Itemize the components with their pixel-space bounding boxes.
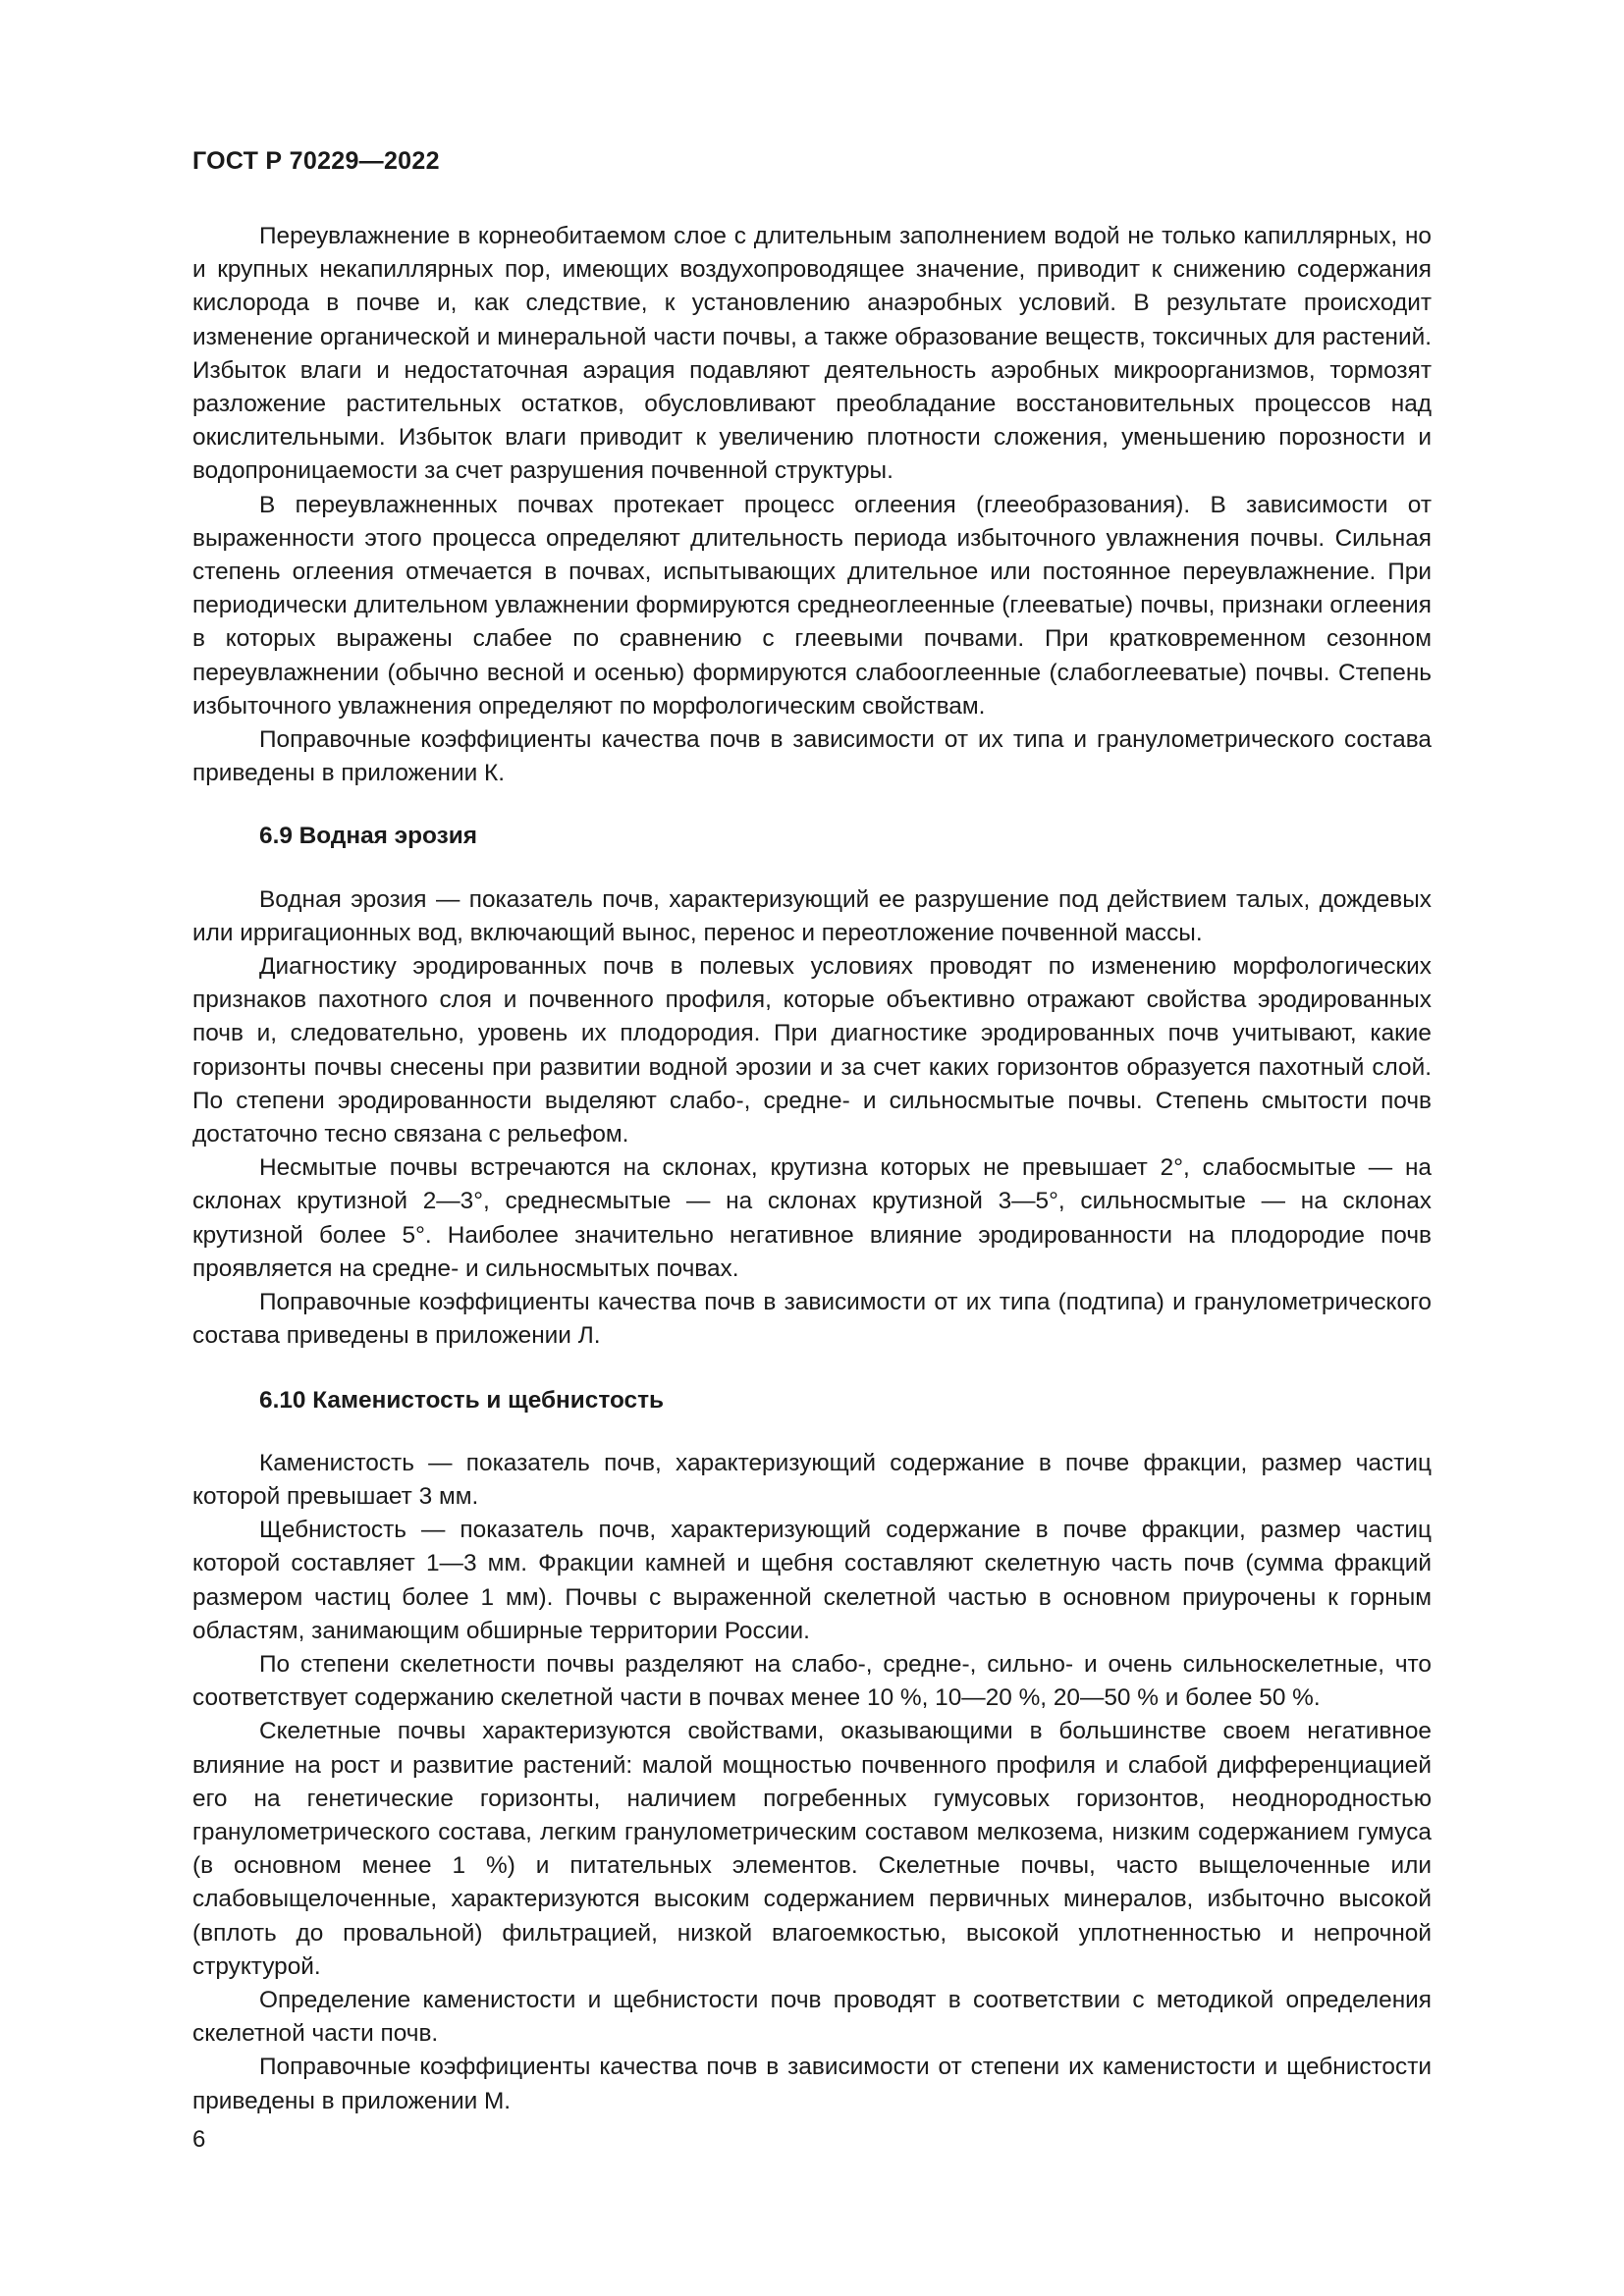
paragraph: Определение каменистости и щебнистости почв проводят в соответствии с методикой определения скелетной части почв.: [192, 1986, 1432, 2048]
page-number: 6: [192, 2126, 206, 2153]
paragraph: Скелетные почвы характеризуются свойствами, оказывающими в большинстве своем негативное влияние на рост и развитие растений: малой мощностью почвенного профиля и слабой дифференциацией его на генетические горизонты, наличием погребенных гумусовых горизонтов, неоднородностью гранулометрического состава, легким гранулометрическим составом мелкозема, низким содержанием гумуса (в основном менее 1 %) и питательных элементов. Скелетные почвы, часто выщелоченные или слабовыщелоченные, характеризуются высоким содержанием первичных минералов, избыточно высокой (вплоть до провальной) фильтрацией, низкой влагоемкостью, высокой уплотненностью и непрочной структурой.: [192, 1718, 1432, 1980]
paragraph: Водная эрозия — показатель почв, характеризующий ее разрушение под действием талых, дождевых или ирригационных вод, включающий вынос, перенос и переотложение почвенной массы.: [192, 885, 1432, 946]
paragraph: Переувлажнение в корнеобитаемом слое с длительным заполнением водой не только капиллярных, но и крупных некапиллярных пор, имеющих воздухопроводящее значение, приводит к снижению содержания кислорода в почве и, как следствие, к установлению анаэробных условий. В результате происходит изменение органической и минеральной части почвы, а также образование веществ, токсичных для растений. Избыток влаги и недостаточная аэрация подавляют деятельность аэробных микроорганизмов, тормозят разложение растительных остатков, обусловливают преобладание восстановительных процессов над окислительными. Избыток влаги приводит к увеличению плотности сложения, уменьшению порозности и водопроницаемости за счет разрушения почвенной структуры.: [192, 223, 1432, 485]
paragraph: Поправочные коэффициенты качества почв в зависимости от их типа (подтипа) и гранулометрического состава приведены в приложении Л.: [192, 1289, 1432, 1350]
paragraph: Поправочные коэффициенты качества почв в зависимости от степени их каменистости и щебнистости приведены в приложении М.: [192, 2054, 1432, 2114]
paragraph: Щебнистость — показатель почв, характеризующий содержание в почве фракции, размер частиц которой составляет 1—3 мм. Фракции камней и щебня составляют скелетную часть почв (сумма фракций размером частиц более 1 мм). Почвы с выраженной скелетной частью в основном приурочены к горным областям, занимающим обширные территории России.: [192, 1517, 1432, 1644]
paragraph: По степени скелетности почвы разделяют на слабо-, средне-, сильно- и очень сильноскелетные, что соответствует содержанию скелетной части в почвах менее 10 %, 10—20 %, 20—50 % и более 50 %.: [192, 1650, 1432, 1712]
section-heading-6-9: 6.9 Водная эрозия: [259, 823, 477, 850]
paragraph: Диагностику эродированных почв в полевых условиях проводят по изменению морфологических признаков пахотного слоя и почвенного профиля, которые объективно отражают свойства эродированных почв и, следовательно, уровень их плодородия. При диагностике эродированных почв учитывают, какие горизонты почвы снесены при развитии водной эрозии и за счет каких горизонтов образуется пахотный слой. По степени эродированности выделяют слабо-, средне- и сильносмытые почвы. Степень смытости почв достаточно тесно связана с рельефом.: [192, 953, 1432, 1148]
section-heading-6-10: 6.10 Каменистость и щебнистость: [259, 1386, 665, 1414]
paragraph: В переувлажненных почвах протекает процесс оглеения (глееобразования). В зависимости от выраженности этого процесса определяют длительность периода избыточного увлажнения почвы. Сильная степень оглеения отмечается в почвах, испытывающих длительное или постоянное переувлажнение. При периодически длительном увлажнении формируются среднеоглеенные (глееватые) почвы, признаки оглеения в которых выражены слабее по сравнению с глеевыми почвами. При кратковременном сезонном переувлажнении (обычно весной и осенью) формируются слабооглеенные (слабоглееватые) почвы. Степень избыточного увлажнения определяют по морфологическим свойствам.: [192, 491, 1432, 720]
document-header: ГОСТ Р 70229—2022: [192, 147, 440, 175]
document-body: [192, 220, 1432, 2118]
paragraph: Поправочные коэффициенты качества почв в зависимости от их типа и гранулометрического состава приведены в приложении К.: [192, 726, 1432, 787]
paragraph: Несмытые почвы встречаются на склонах, крутизна которых не превышает 2°, слабосмытые — на склонах крутизной 2—3°, среднесмытые — на склонах крутизной 3—5°, сильносмытые — на склонах крутизной более 5°. Наиболее значительно негативное влияние эродированности на плодородие почв проявляется на средне- и сильносмытых почвах.: [192, 1154, 1432, 1282]
paragraph: Каменистость — показатель почв, характеризующий содержание в почве фракции, размер частиц которой превышает 3 мм.: [192, 1449, 1432, 1510]
